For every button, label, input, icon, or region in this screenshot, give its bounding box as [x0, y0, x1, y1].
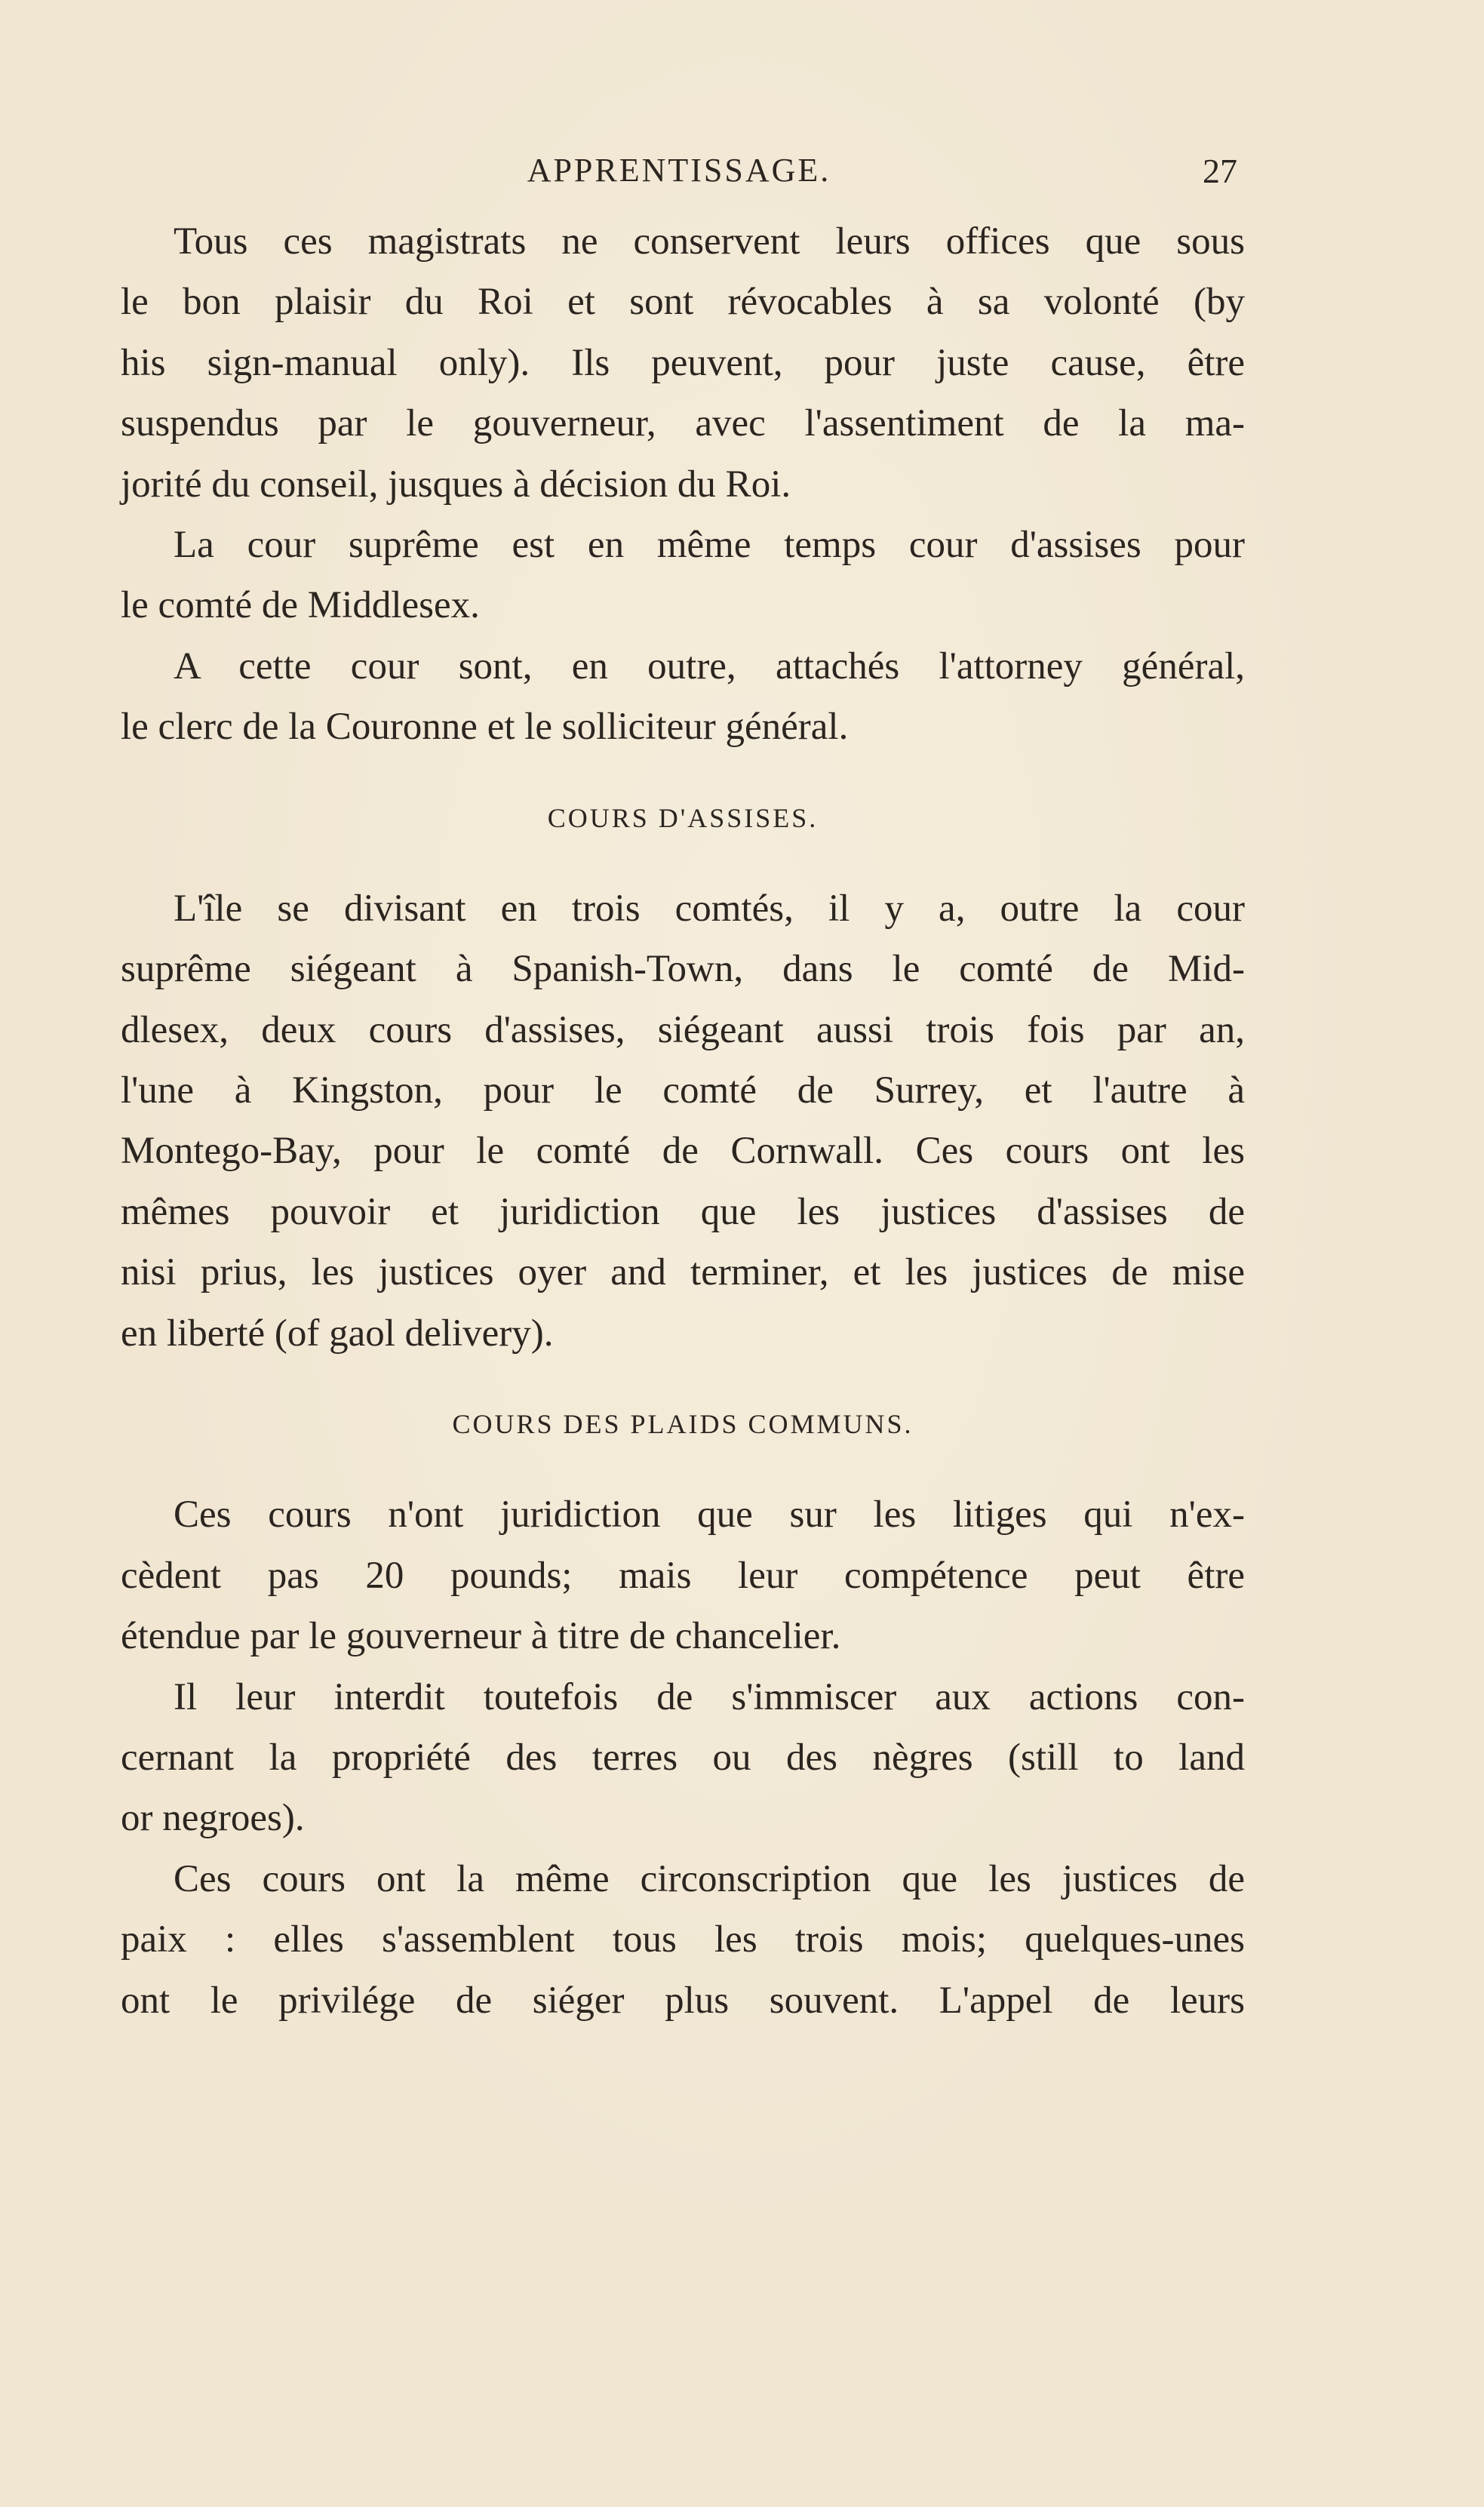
text-line: suprême siégeant à Spanish-Town, dans le comté de Mid-: [121, 948, 1245, 991]
text-line: Tous ces magistrats ne conservent leurs offices que sous: [174, 220, 1245, 263]
text-line: jorité du conseil, jusques à décision du Roi.: [121, 463, 791, 506]
body-text: [121, 211, 1245, 2031]
text-line: Montego-Bay, pour le comté de Cornwall. Ces cours ont les: [121, 1130, 1245, 1173]
running-title: APPRENTISSAGE.: [527, 152, 831, 189]
text-line: La cour suprême est en même temps cour d'assises pour: [174, 523, 1245, 566]
text-line: étendue par le gouverneur à titre de chancelier.: [121, 1615, 841, 1658]
text-line: cernant la propriété des terres ou des nègres (still to land: [121, 1736, 1245, 1779]
page-number: 27: [1203, 152, 1237, 190]
text-line: ont le privilége de siéger plus souvent. L'appel de leurs: [121, 1979, 1245, 2022]
text-line: cèdent pas 20 pounds; mais leur compétence peut être: [121, 1554, 1245, 1597]
text-line: dlesex, deux cours d'assises, siégeant aussi trois fois par an,: [121, 1008, 1245, 1051]
text-line: Ces cours ont la même circonscription que les justices de: [174, 1857, 1245, 1900]
text-line: le clerc de la Couronne et le solliciteur général.: [121, 706, 849, 749]
running-head: [121, 151, 1237, 204]
text-line: le comté de Middlesex.: [121, 584, 480, 627]
section-heading: COURS DES PLAIDS COMMUNS.: [452, 1409, 914, 1440]
text-line: nisi prius, les justices oyer and terminer, et les justices de mise: [121, 1251, 1245, 1294]
text-line: his sign-manual only). Ils peuvent, pour juste cause, être: [121, 341, 1245, 384]
text-line: or negroes).: [121, 1797, 305, 1840]
text-line: le bon plaisir du Roi et sont révocables à sa volonté (by: [121, 281, 1245, 324]
text-line: L'île se divisant en trois comtés, il y a, outre la cour: [174, 887, 1245, 930]
text-line: paix : elles s'assemblent tous les trois mois; quelques-unes: [121, 1918, 1245, 1961]
text-line: l'une à Kingston, pour le comté de Surrey, et l'autre à: [121, 1069, 1245, 1112]
text-line: Ces cours n'ont juridiction que sur les litiges qui n'ex-: [174, 1493, 1245, 1536]
text-line: en liberté (of gaol delivery).: [121, 1312, 554, 1355]
text-line: Il leur interdit toutefois de s'immiscer aux actions con-: [174, 1675, 1245, 1718]
text-line: mêmes pouvoir et juridiction que les justices d'assises de: [121, 1190, 1245, 1233]
section-heading: COURS D'ASSISES.: [547, 802, 819, 833]
text-line: suspendus par le gouverneur, avec l'assentiment de la ma-: [121, 402, 1245, 445]
text-line: A cette cour sont, en outre, attachés l'attorney général,: [174, 644, 1245, 688]
